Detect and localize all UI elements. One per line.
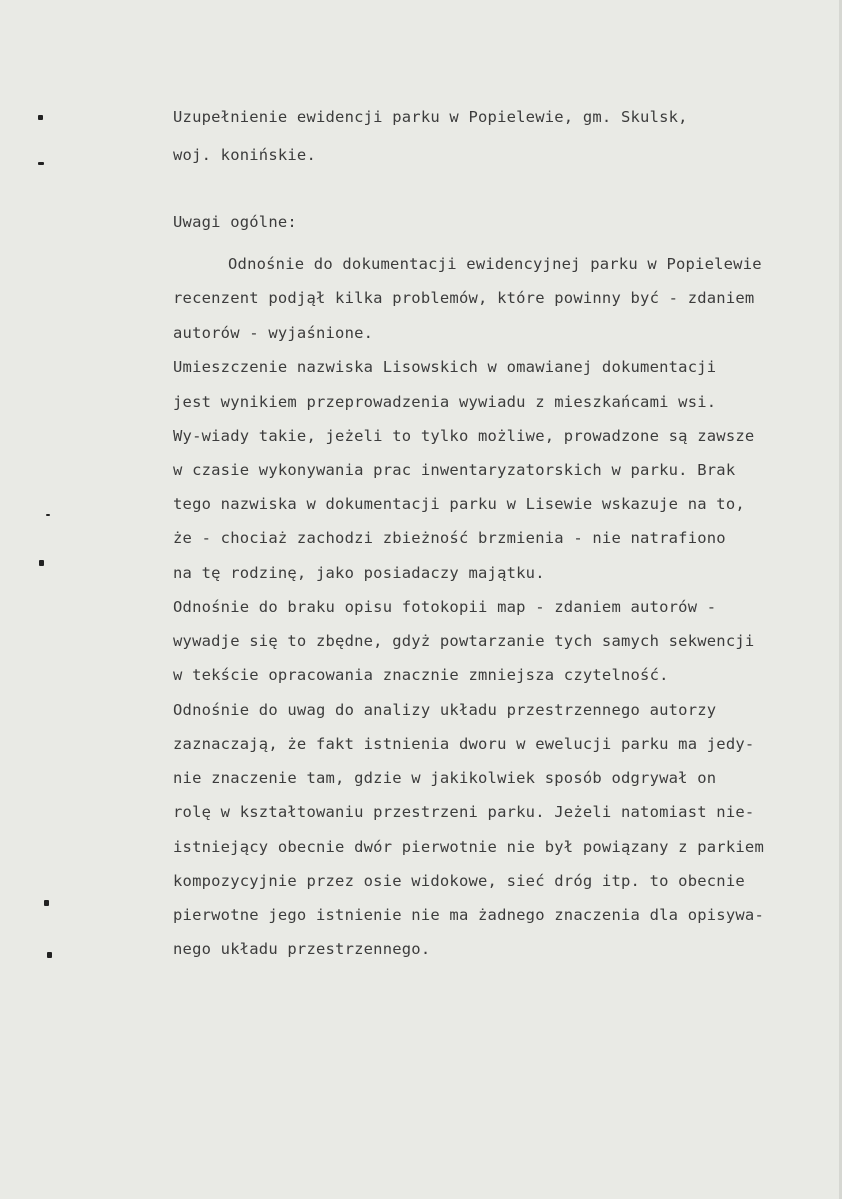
body-line: zaznaczają, że fakt istnienia dworu w ewelucji parku ma jedy- xyxy=(173,735,755,753)
body-line: Odnośnie do uwag do analizy układu przestrzennego autorzy xyxy=(173,701,717,719)
body-line: Wy-wiady takie, jeżeli to tylko możliwe, prowadzone są zawsze xyxy=(173,427,755,445)
margin-mark xyxy=(38,115,43,120)
body-line: tego nazwiska w dokumentacji parku w Lisewie wskazuje na to, xyxy=(173,495,745,513)
body-line: Odnośnie do braku opisu fotokopii map - zdaniem autorów - xyxy=(173,598,717,616)
margin-mark xyxy=(44,900,49,906)
section-heading: Uwagi ogólne: xyxy=(173,213,297,231)
body-line: kompozycyjnie przez osie widokowe, sieć dróg itp. to obecnie xyxy=(173,872,745,890)
body-line: istniejący obecnie dwór pierwotnie nie był powiązany z parkiem xyxy=(173,838,764,856)
body-line: recenzent podjął kilka problemów, które powinny być - zdaniem xyxy=(173,289,755,307)
body-line: nego układu przestrzennego. xyxy=(173,940,431,958)
body-line: Odnośnie do dokumentacji ewidencyjnej parku w Popielewie xyxy=(228,255,762,273)
margin-mark xyxy=(38,162,44,165)
body-line: w czasie wykonywania prac inwentaryzatorskich w parku. Brak xyxy=(173,461,736,479)
title-line-1: Uzupełnienie ewidencji parku w Popielewie, gm. Skulsk, xyxy=(173,108,688,126)
body-line: na tę rodzinę, jako posiadaczy majątku. xyxy=(173,564,545,582)
body-line: pierwotne jego istnienie nie ma żadnego znaczenia dla opisywa- xyxy=(173,906,764,924)
title-line-2: woj. konińskie. xyxy=(173,146,316,164)
body-line: rolę w kształtowaniu przestrzeni parku. Jeżeli natomiast nie- xyxy=(173,803,755,821)
margin-mark xyxy=(46,514,50,516)
body-line: jest wynikiem przeprowadzenia wywiadu z mieszkańcami wsi. xyxy=(173,393,717,411)
body-line: Umieszczenie nazwiska Lisowskich w omawianej dokumentacji xyxy=(173,358,717,376)
margin-mark xyxy=(39,560,44,566)
margin-mark xyxy=(47,952,52,958)
body-line: wywadje się to zbędne, gdyż powtarzanie tych samych sekwencji xyxy=(173,632,755,650)
body-line: autorów - wyjaśnione. xyxy=(173,324,374,342)
body-line: w tekście opracowania znacznie zmniejsza czytelność. xyxy=(173,666,669,684)
body-line: nie znaczenie tam, gdzie w jakikolwiek sposób odgrywał on xyxy=(173,769,717,787)
body-line: że - chociaż zachodzi zbieżność brzmienia - nie natrafiono xyxy=(173,529,726,547)
